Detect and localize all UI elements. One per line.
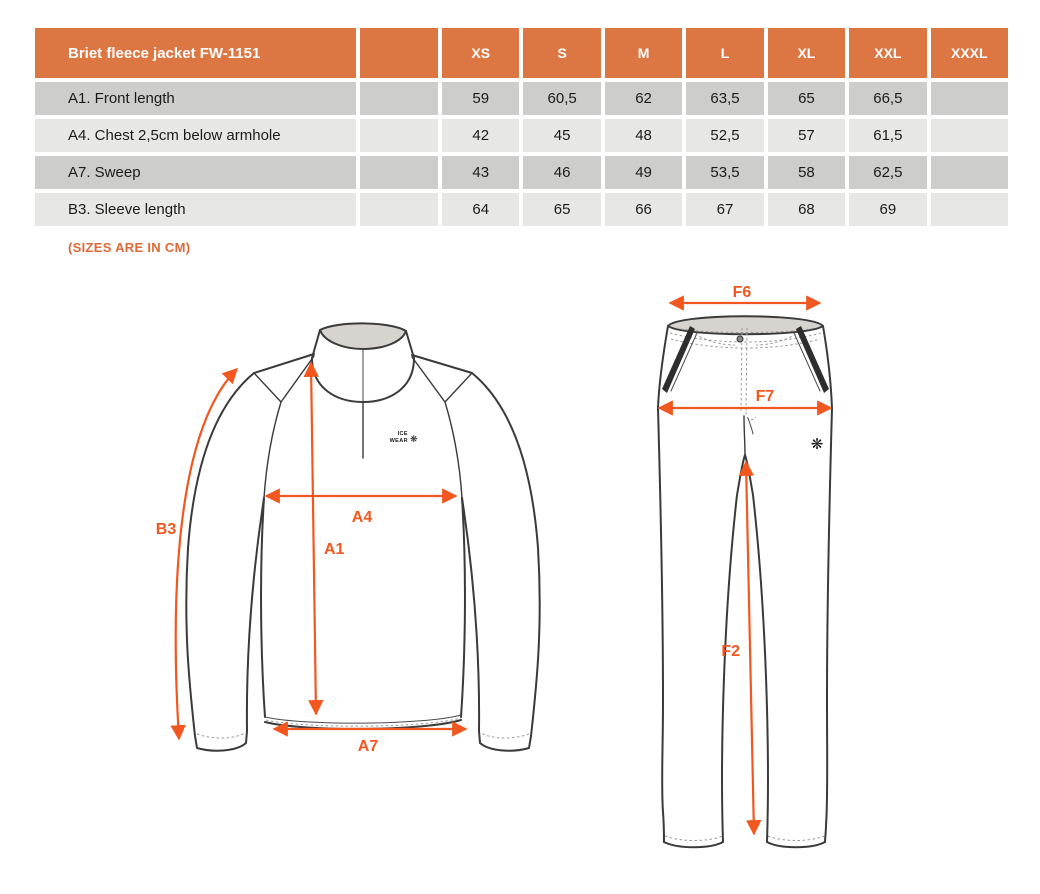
- measurement-value: 61,5: [849, 119, 926, 152]
- row-spacer-cell: [360, 156, 438, 189]
- row-spacer-cell: [360, 82, 438, 115]
- measurement-value: 68: [768, 193, 845, 226]
- measurement-label: A4. Chest 2,5cm below armhole: [35, 119, 356, 152]
- a1-label: A1: [324, 541, 345, 558]
- waist-button: [737, 336, 743, 342]
- size-column-header: XS: [442, 28, 519, 78]
- size-column-header: XL: [768, 28, 845, 78]
- table-row: [35, 193, 1008, 226]
- collar-opening: [320, 323, 406, 349]
- b3-sleeve-arrow: [176, 369, 237, 739]
- measurement-value: [931, 193, 1008, 226]
- measurement-value: 59: [442, 82, 519, 115]
- measurement-value: 63,5: [686, 82, 763, 115]
- measurement-value: 58: [768, 156, 845, 189]
- table-row: [35, 82, 1008, 115]
- table-row: [35, 119, 1008, 152]
- measurement-value: 66,5: [849, 82, 926, 115]
- measurement-value: 60,5: [523, 82, 600, 115]
- size-column-header: XXXL: [931, 28, 1008, 78]
- jacket-diagram: [140, 290, 600, 815]
- f2-inseam-arrow: [746, 462, 754, 834]
- sizes-note: (SIZES ARE IN CM): [68, 240, 191, 255]
- size-column-header: L: [686, 28, 763, 78]
- measurement-value: 65: [768, 82, 845, 115]
- f2-label: F2: [721, 643, 740, 660]
- measurement-value: [931, 119, 1008, 152]
- table-header-row: [35, 28, 1008, 78]
- f7-label: F7: [755, 388, 775, 405]
- row-spacer-cell: [360, 193, 438, 226]
- a1-front-length-arrow: [311, 363, 316, 714]
- measurement-value: 69: [849, 193, 926, 226]
- measurement-value: 52,5: [686, 119, 763, 152]
- measurement-label: A1. Front length: [35, 82, 356, 115]
- icewear-logo-line1: ICE: [397, 431, 408, 437]
- measurement-value: 67: [686, 193, 763, 226]
- measurement-value: 62: [605, 82, 682, 115]
- size-table: [35, 28, 1008, 230]
- jacket-drawing: [140, 290, 600, 810]
- measurement-value: 46: [523, 156, 600, 189]
- measurement-value: 62,5: [849, 156, 926, 189]
- size-column-header: M: [605, 28, 682, 78]
- pants-drawing: [620, 280, 870, 890]
- measurement-label: B3. Sleeve length: [35, 193, 356, 226]
- measurement-value: 66: [605, 193, 682, 226]
- measurement-value: 42: [442, 119, 519, 152]
- f6-label: F6: [732, 284, 752, 301]
- snowflake-icon: ❋: [410, 435, 418, 445]
- measurement-value: 48: [605, 119, 682, 152]
- measurement-value: 65: [523, 193, 600, 226]
- measurement-value: 64: [442, 193, 519, 226]
- table-header-spacer: [360, 28, 438, 78]
- measurement-value: [931, 82, 1008, 115]
- size-column-header: S: [523, 28, 600, 78]
- a4-label: A4: [351, 509, 373, 526]
- snowflake-icon: ❋: [810, 435, 824, 453]
- a7-label: A7: [357, 738, 379, 755]
- size-column-header: XXL: [849, 28, 926, 78]
- measurement-value: 45: [523, 119, 600, 152]
- table-title: Briet fleece jacket FW-1151: [35, 28, 356, 78]
- measurement-value: 53,5: [686, 156, 763, 189]
- icewear-logo-line2: WEAR: [389, 438, 408, 444]
- measurement-label: A7. Sweep: [35, 156, 356, 189]
- measurement-value: 43: [442, 156, 519, 189]
- b3-label: B3: [155, 521, 177, 538]
- measurement-value: [931, 156, 1008, 189]
- row-spacer-cell: [360, 119, 438, 152]
- table-row: [35, 156, 1008, 189]
- pants-diagram: [620, 280, 870, 894]
- measurement-value: 49: [605, 156, 682, 189]
- measurement-value: 57: [768, 119, 845, 152]
